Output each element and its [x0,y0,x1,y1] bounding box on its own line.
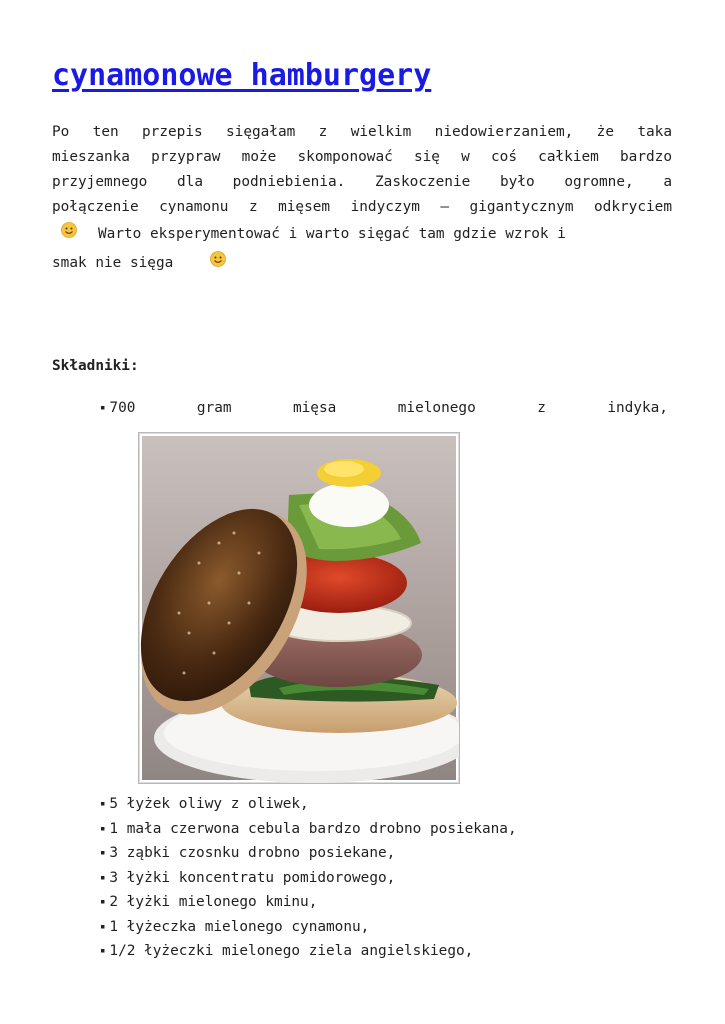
list-item [100,400,668,416]
intro-line: mieszanka przypraw może skomponować się w coś całkiem bardzo [52,149,672,165]
bullet-icon: ▪ [100,897,106,907]
list-item [100,915,517,940]
list-item-text: 2 łyżki mielonego kminu, [109,894,318,910]
list-item [100,866,517,891]
list-item-text: 3 łyżki koncentratu pomidorowego, [109,869,396,886]
list-item [100,841,517,866]
intro-line: Po ten przepis sięgałam z wielkim niedowierzaniem, że taka [52,124,672,140]
list-item-text: 1 mała czerwona cebula bardzo drobno posiekana, [109,820,517,837]
bullet-icon: ▪ [100,848,106,858]
list-item-word: gram [196,400,232,416]
post-title-link[interactable]: cynamonowe hamburgery [52,58,432,93]
intro-line: przyjemnego dla podniebienia. Zaskoczenie było ogromne, a [52,174,672,190]
list-item-text: 1/2 łyżeczki mielonego ziela angielskiego, [109,943,474,959]
list-item-word: ▪ 700 [100,400,136,416]
ingredients-heading: Składniki: [52,358,139,374]
intro-line: Warto eksperymentować i warto sięgać tam gdzie wzrok i [98,226,566,242]
list-item-word: mielonego [397,400,476,416]
list-item-text: 5 łyżek oliwy z oliwek, [109,796,309,812]
burger-illustration [139,433,459,783]
list-item [100,890,517,915]
list-item [100,792,517,817]
bullet-icon: ▪ [100,946,106,956]
list-item-word: z [537,400,546,416]
intro-paragraph [52,120,672,220]
bullet-icon: ▪ [100,921,106,932]
bullet-icon: ▪ [100,872,106,883]
bullet-icon: ▪ [100,403,106,413]
intro-line: połączenie cynamonu z mięsem indyczym – gigantycznym odkryciem [52,199,672,215]
list-item-text: 1 łyżeczka mielonego cynamonu, [109,918,370,935]
bullet-icon: ▪ [100,799,106,809]
burger-photo[interactable] [138,432,460,784]
intro-line-last [52,255,173,271]
list-item-word: indyka, [607,400,668,416]
list-item-word: mięsa [292,400,337,416]
smiley-icon [61,222,77,245]
ingredient-list [100,792,517,964]
intro-line: smak nie sięga [52,255,174,271]
list-item-text: 3 ząbki czosnku drobno posiekane, [109,845,396,861]
smiley-icon [210,251,226,274]
list-item [100,817,517,842]
bullet-icon: ▪ [100,823,106,834]
list-item [100,939,517,964]
